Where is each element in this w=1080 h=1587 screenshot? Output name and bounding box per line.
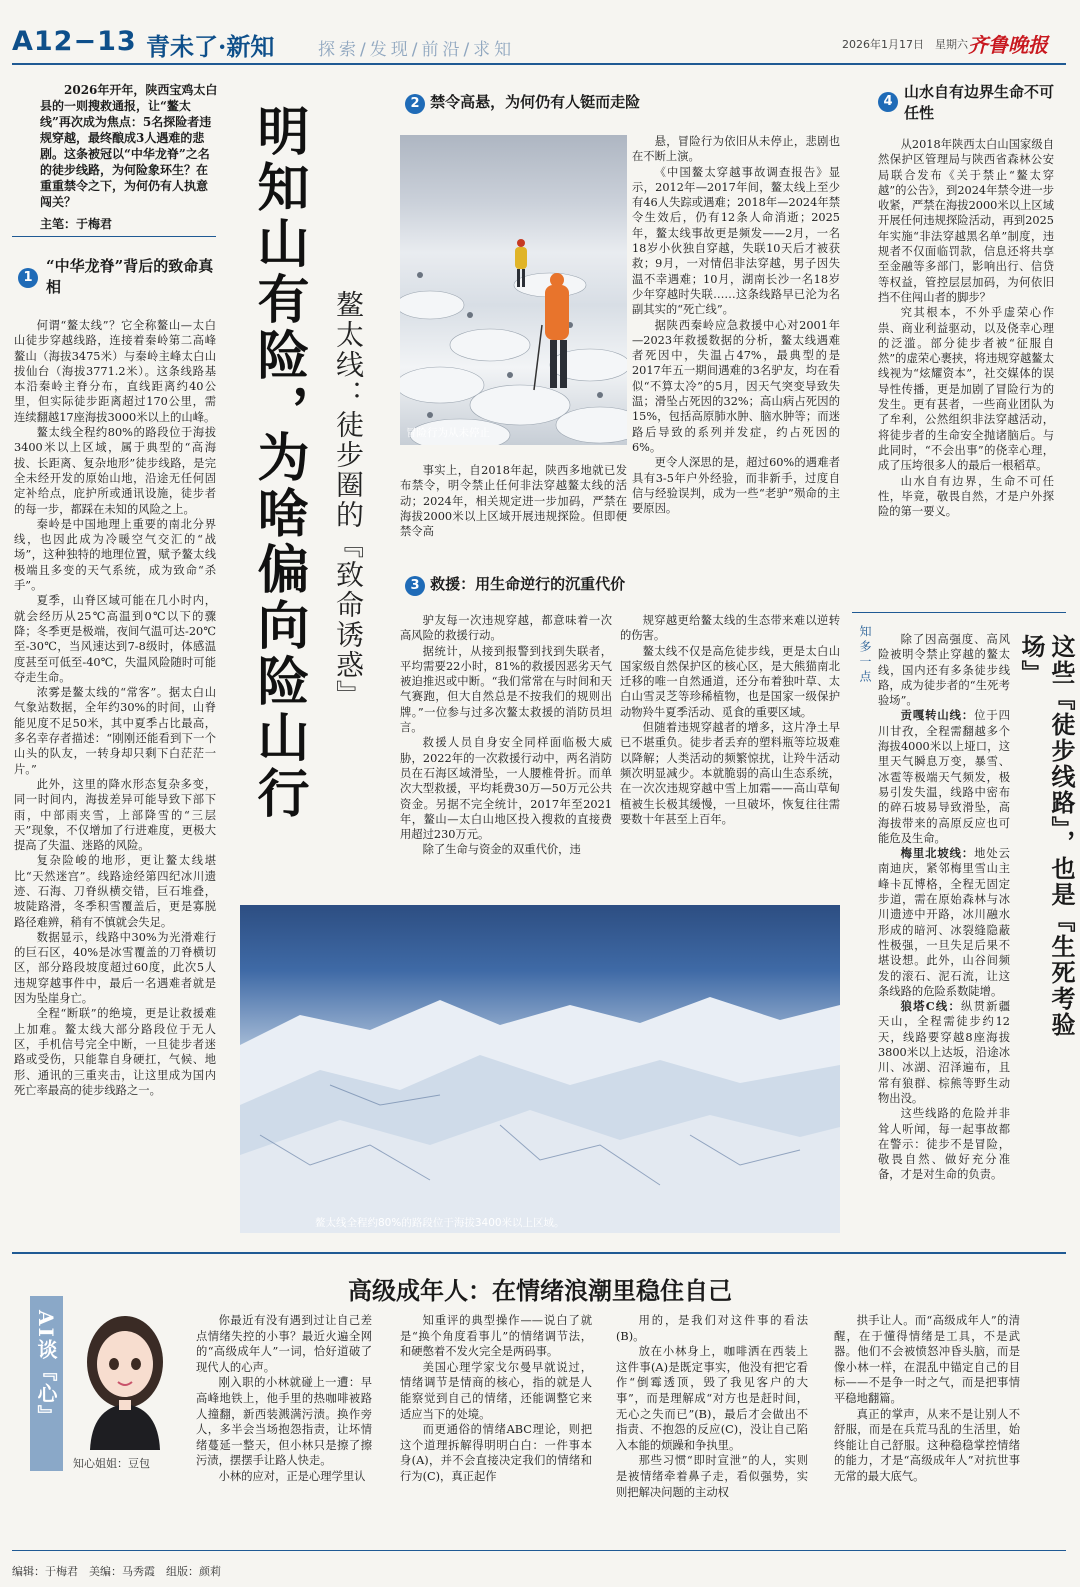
sidebar-intro: 除了因高强度、高风险被明令禁止穿越的鳌太线，国内还有多条徒步线路，成为徒步者的“生死考验场”。 [878, 633, 1010, 708]
section4-paragraph: 山水自有边界，生命不可任性，毕竟，敬畏自然，才是户外探险的第一要义。 [878, 474, 1054, 519]
sidebar-top-rule [852, 612, 1066, 613]
newspaper-logo: 齐鲁晚报 [968, 33, 1048, 57]
section2-paragraph: 悬，冒险行为依旧从未停止，悲剧也在不断上演。 [632, 135, 840, 164]
photo-snow-mountains [240, 905, 840, 1233]
section1-paragraph: 夏季，山脊区域可能在几小时内，就会经历从25℃高温到0℃以下的骤降；冬季更是极端，夜间气温可达-20℃至-30℃，当风速达到7-8级时，体感温度甚至可低至-40℃，失温风险随时可能夺走生命。 [14, 594, 216, 684]
sidebar-route-item [878, 999, 1010, 1106]
section1-paragraph: 此外，这里的降水形态复杂多变，同一时间内，海拔差异可能导致下部下雨，中部雨夹雪，上部降雪的“三层天”现象，不仅增加了行进难度，更极大提高了失温、迷路的风险。 [14, 777, 216, 853]
author: 主笔：于梅君 [40, 217, 113, 231]
column-paragraph: 用的，是我们对这件事的看法(B)。 [616, 1314, 808, 1343]
section3-paragraph: 规穿越更给鳌太线的生态带来难以逆转的伤害。 [620, 614, 840, 643]
route-name: 狼塔C线： [900, 999, 962, 1014]
sidebar-title: 这些『徒步线路』，也是『生死考验场』 [1017, 634, 1076, 1038]
route-description: 位于四川甘孜，全程需翻越多个海拔4000米以上垭口，这里天气瞬息万变，暴雪、冰雹等极端天气频发，极易引发失温，线路中密布的碎石坡易导致滑坠，高海拔带来的高原反应也可能危及生命。 [878, 709, 1010, 845]
issue-date: 2026年1月17日 星期六 [842, 38, 968, 51]
section-tags: 探索/发现/前沿/求知 [318, 40, 516, 60]
column-col2 [400, 1313, 592, 1511]
column-paragraph: 小林的应对，正是心理学里认 [218, 1469, 366, 1483]
route-description: 地处云南迪庆，紧邻梅里雪山主峰卡瓦博格，全程无固定步道，需在原始森林与冰川遗迹中开路，冰川融水形成的暗河、冰裂缝隐蔽性极强，一旦失足后果不堪设想。此外，山谷间频发的滚石、泥石流，让这条线路的危险系数陡增。 [878, 847, 1010, 998]
route-description: 纵贯新疆天山，全程需徒步约12天，线路要穿越8座海拔3800米以上达坂，沿途冰川、冰湖、沼泽遍布，且常有狼群、棕熊等野生动物出没。 [878, 1000, 1010, 1105]
hikers-illustration [400, 135, 627, 445]
section3-title: 救援：用生命逆行的沉重代价 [430, 575, 626, 593]
section3-paragraph: 但随着违规穿越者的增多，这片净土早已不堪重负。徒步者丢弃的塑料瓶等垃圾难以降解；人类活动的频繁惊扰，让羚牛活动频次明显减少。本就脆弱的高山生态系统，在一次次违规穿越中雪上加霜——高山草甸植被生长极其缓慢，一旦破坏，恢复往往需要数十年甚至上百年。 [620, 721, 840, 826]
mountain-ridge-illustration [240, 905, 840, 1233]
section1-number: 1 [18, 268, 38, 288]
section3-paragraph: 据统计，从接到报警到找到失联者，平均需要22小时，81%的救援因恶劣天气被迫推迟或中断。“我们常常在与时间和天气赛跑，但大自然总是不按我们的规则出牌。”一位参与过多次鳌太救援的消防员坦言。 [400, 644, 612, 735]
section1-paragraph: 浓雾是鳌太线的“常客”。据太白山气象站数据，全年约30%的时间，山脊能见度不足50米，其中夏季占比最高，多名幸存者描述：“刚刚还能看到下一个山头的队友，一转身却只剩下白茫茫一片。” [14, 686, 216, 776]
section2-paragraph: 《中国鳌太穿越事故调查报告》显示，2012年—2017年间，鳌太线上至少有46人失踪或遇难；2018年—2024年禁令生效后，仍有12条人命消逝；2025年，鳌太线事故更是频发——2月，一名18岁小伙独自穿越，失联10天后才被获救；9月，一对情侣非法穿越，男子因失温不幸遇难；10月，湖南长沙一名18岁少年穿越时失联……这条线路早已沦为名副其实的“死亡线”。 [632, 165, 840, 317]
section4-paragraph: 从2018年陕西太白山国家级自然保护区管理局与陕西省森林公安局联合发布《关于禁止“鳌太穿越”的公告》，到2024年禁令进一步收紧，严禁在海拔2000米以上区域开展任何违规探险活动，再到2025年实施“非法穿越黑名单”制度，违规者不仅面临罚款，信息还将共享至金融等多部门，影响出行、信贷等权益，管控层层加码，为何依旧挡不住闯山者的脚步？ [878, 138, 1054, 304]
lead-summary: 2026年开年，陕西宝鸡太白县的一则搜救通报，让“鳌太线”再次成为焦点：5名探险者违规穿越，最终酿成3人遇难的悲剧。这条被冠以“中华龙脊”之名的徒步线路，为何险象环生？在重重禁令之下，为何仍有人执意闯关？ [40, 83, 218, 209]
avatar-caption: 知心姐姐：豆包 [73, 1457, 150, 1470]
column-paragraph: 你最近有没有遇到过让自己差点情绪失控的小事？最近火遍全网的“高级成年人”一词，恰好道破了现代人的心声。 [196, 1314, 372, 1374]
section1-paragraph: 秦岭是中国地理上重要的南北分界线，也因此成为冷暖空气交汇的“战场”，这种独特的地理位置，赋予鳌太线极端且多变的天气系统，成为致命“杀手”。 [14, 517, 216, 593]
header-rule [12, 63, 1066, 65]
section1-paragraph: 鳌太线全程约80%的路段位于海拔3400米以上区域，属于典型的“高海拔、长距离、复杂地形”徒步线路，是完全未经开发的原始山地，沿途无任何固定补给点，庇护所或通讯设施，徒步者的每一步，都踩在未知的风险之上。 [14, 426, 216, 516]
section4-number: 4 [878, 92, 898, 112]
column-label: AI谈『心』 [34, 1310, 58, 1427]
section1-paragraph: 数据显示，线路中30%为光滑难行的巨石区，40%是冰雪覆盖的刀脊横切区，部分路段坡度超过60度，此次5人违规穿越事件中，最后一名遇难者就是因为坠崖身亡。 [14, 930, 216, 1006]
main-title-line2: 为啥偏向险山行 [248, 430, 309, 822]
main-title-line1: 明知山有险， [248, 104, 309, 440]
sidebar-route-item [878, 846, 1010, 999]
column-paragraph: 知重评的典型操作——说白了就是“换个角度看事儿”的情绪调节法，和硬憋着不发火完全是两码事。 [400, 1314, 592, 1359]
photo1-caption: 冒险行为从未停止 [406, 427, 490, 439]
main-subtitle: 鳌太线：徒步圈的『致命诱惑』 [332, 290, 365, 710]
avatar [70, 1300, 180, 1450]
footer-rule [12, 1550, 1066, 1551]
section2-number: 2 [405, 94, 425, 114]
section1-title: “中华龙脊”背后的致命真相 [46, 257, 214, 296]
section1-paragraph: 全程“断联”的绝境，更是让救援难上加难。鳌太线大部分路段位于无人区，手机信号完全中断，一旦徒步者迷路或受伤，只能靠自身硬扛，气候、地形、通讯的三重夹击，让这里成为国内死亡率最高的徒步线路之一。 [14, 1007, 216, 1097]
sidebar-body [878, 632, 1050, 1232]
section2-title: 禁令高悬，为何仍有人铤而走险 [430, 93, 641, 111]
column-label-panel [30, 1296, 63, 1471]
page-header [0, 0, 1080, 62]
section3-col1 [400, 613, 612, 885]
column-paragraph: 刚入职的小林就碰上一遭：早高峰地铁上，他手里的热咖啡被路人撞翻，新西装溅满污渍。换作旁人，多半会当场抱怨指责，让坏情绪蔓延一整天，但小林只是擦了擦污渍，摆摆手让路人快走。 [196, 1376, 372, 1468]
route-name: 贡嘎转山线： [900, 708, 975, 723]
column-paragraph: 那些习惯“即时宣泄”的人，实则是被情绪牵着鼻子走，看似强势，实则把解决问题的主动权 [616, 1454, 808, 1499]
footer-credits: 编辑：于梅君 美编：马秀霞 组版：颜莉 [12, 1565, 221, 1578]
section3-number: 3 [405, 576, 425, 596]
sidebar-tag: 知多一点 [858, 625, 872, 685]
section2-heading [405, 92, 825, 114]
section2-col2 [632, 134, 840, 554]
section3-heading [405, 574, 825, 596]
section4-title: 山水自有边界生命不可任性 [904, 83, 1055, 122]
section2-paragraph: 事实上，自2018年起，陕西多地就已发布禁令，明令禁止任何非法穿越鳌太线的活动；2024年，相关规定进一步加码，严禁在海拔2000米以上区域开展违规探险。但即便禁令高 [400, 464, 627, 539]
section1-heading [18, 256, 218, 298]
section3-paragraph: 驴友每一次违规穿越，都意味着一次高风险的救援行动。 [400, 614, 612, 643]
page-number: A12−13 [12, 26, 137, 57]
section2-paragraph: 据陕西秦岭应急救援中心对2001年—2023年救援数据的分析，鳌太线遇难者死因中，失温占47%，最典型的是2017年五一期间遇难的3名驴友，均在看似“不算太冷”的5月，因天气突变导致失温；滑坠占死因的32%；高山病占死因的15%，包括高原肺水肿、脑水肿等；而迷路后导致的系列并发症，约占死因的6%。 [632, 318, 840, 454]
photo2-caption: 鳌太线全程约80%的路段位于海拔3400米以上区域。 [315, 1217, 565, 1229]
section1-paragraph: 何谓“鳌太线”？它全称鳌山—太白山徒步穿越线路，连接着秦岭第二高峰鳌山（海拔3475米）与秦岭主峰太白山拔仙台（海拔3771.2米）。这条线路基本沿秦岭主脊分布，直线距离约40公里，但实际徒步距离超过170公里，需连续翻越17座海拔3000米以上的山峰。 [14, 319, 216, 424]
section3-paragraph: 救援人员自身安全同样面临极大威胁，2022年的一次救援行动中，两名消防员在石海区域滑坠，一人腰椎骨折。而单次大型救援，平均耗费30万—50万元公共资金。另据不完全统计，2017年至2021年，鳌山—太白山地区投入搜救的直接费用超过230万元。 [400, 736, 612, 842]
lead-divider [12, 236, 216, 237]
column-col1 [196, 1313, 372, 1511]
photo-hikers-snow [400, 135, 627, 445]
section1-body [14, 318, 216, 1238]
section4-paragraph: 究其根本，不外乎虚荣心作祟、商业利益驱动，以及侥幸心理的泛滥。部分徒步者被“征服自然”的虚荣心裹挟，将违规穿越鳌太线视为“炫耀资本”，社交媒体的误导性传播，更是加剧了冒险行为的发生。更有甚者，一些商业团队为了牟利，公然组织非法穿越活动，将徒步者的生命安全抛诸脑后。与此同时，“不会出事”的侥幸心理，成了压垮很多人的最后一根稻草。 [878, 306, 1054, 473]
column-paragraph: 美国心理学家戈尔曼早就说过，情绪调节是情商的核心，指的就是人能察觉到自己的情绪，还能调整它来适应当下的处境。 [400, 1360, 592, 1421]
section1-paragraph: 复杂险峻的地形，更让鳌太线堪比“天然迷宫”。线路途经第四纪冰川遗迹、石海、刀脊纵横交错，巨石堆叠，坡陡路滑，冬季积雪覆盖后，更是寡脱路径难辨，稍有不慎就会失足。 [14, 854, 216, 929]
section3-paragraph: 鳌太线不仅是高危徒步线，更是太白山国家级自然保护区的核心区，是大熊猫南北迁移的唯一自然通道，还分布着独叶草、太白山雪灵芝等珍稀植物，也是国家一级保护动物羚牛夏季活动、觅食的重要区域。 [620, 644, 840, 719]
section4-body [878, 137, 1054, 605]
sidebar-route-item [878, 708, 1010, 846]
section2-col1 [400, 463, 627, 553]
bottom-rule [12, 1252, 1066, 1254]
avatar-illustration [70, 1300, 180, 1450]
section2-paragraph: 更令人深思的是，超过60%的遇难者具有3-5年户外经验，而非新手，过度自信与经验误判，成为一些“老驴”殒命的主要原因。 [632, 456, 840, 516]
column-paragraph: 而更通俗的情绪ABC理论，则把这个道理拆解得明明白白：一件事本身(A)，并不会直接决定我们的情绪和行为(C)，真正起作 [400, 1423, 592, 1483]
section3-col2 [620, 613, 840, 885]
column-title: 高级成年人：在情绪浪潮里稳住自己 [348, 1276, 732, 1305]
column-col4 [834, 1313, 1020, 1511]
section3-paragraph: 除了生命与资金的双重代价，违 [422, 843, 581, 857]
column-paragraph: 真正的掌声，从来不是让别人不舒服，而是在兵荒马乱的生活里，始终能让自己舒服。这种稳稳掌控情绪的能力，才是“高级成年人”对抗世事无常的最大底气。 [834, 1407, 1020, 1483]
route-name: 梅里北坡线： [900, 846, 975, 861]
column-col3 [616, 1313, 808, 1511]
sidebar-outro: 这些线路的危险并非耸人听闻，每一起事故都在警示：徒步不是冒险，敬畏自然、做好充分准备，才是对生命的负责。 [878, 1107, 1010, 1182]
section4-heading [878, 82, 1058, 124]
section-name: 青未了·新知 [146, 32, 275, 61]
column-paragraph: 放在小林身上，咖啡洒在西装上这件事(A)是既定事实，他没有把它看作“倒霉透顶，毁了我见客户的大事”，而是理解成“对方也是赶时间，无心之失而已”(B)，最后才会做出不指责、不抱怨的反应(C)，没让自己陷入本能的烦躁和争执里。 [616, 1345, 808, 1452]
column-paragraph: 拱手让人。而“高级成年人”的清醒，在于懂得情绪是工具，不是武器。他们不会被愤怒冲昏头脑，而是像小林一样，在混乱中锚定自己的目标——不是争一时之气，而是把事情平稳地翻篇。 [834, 1314, 1020, 1405]
